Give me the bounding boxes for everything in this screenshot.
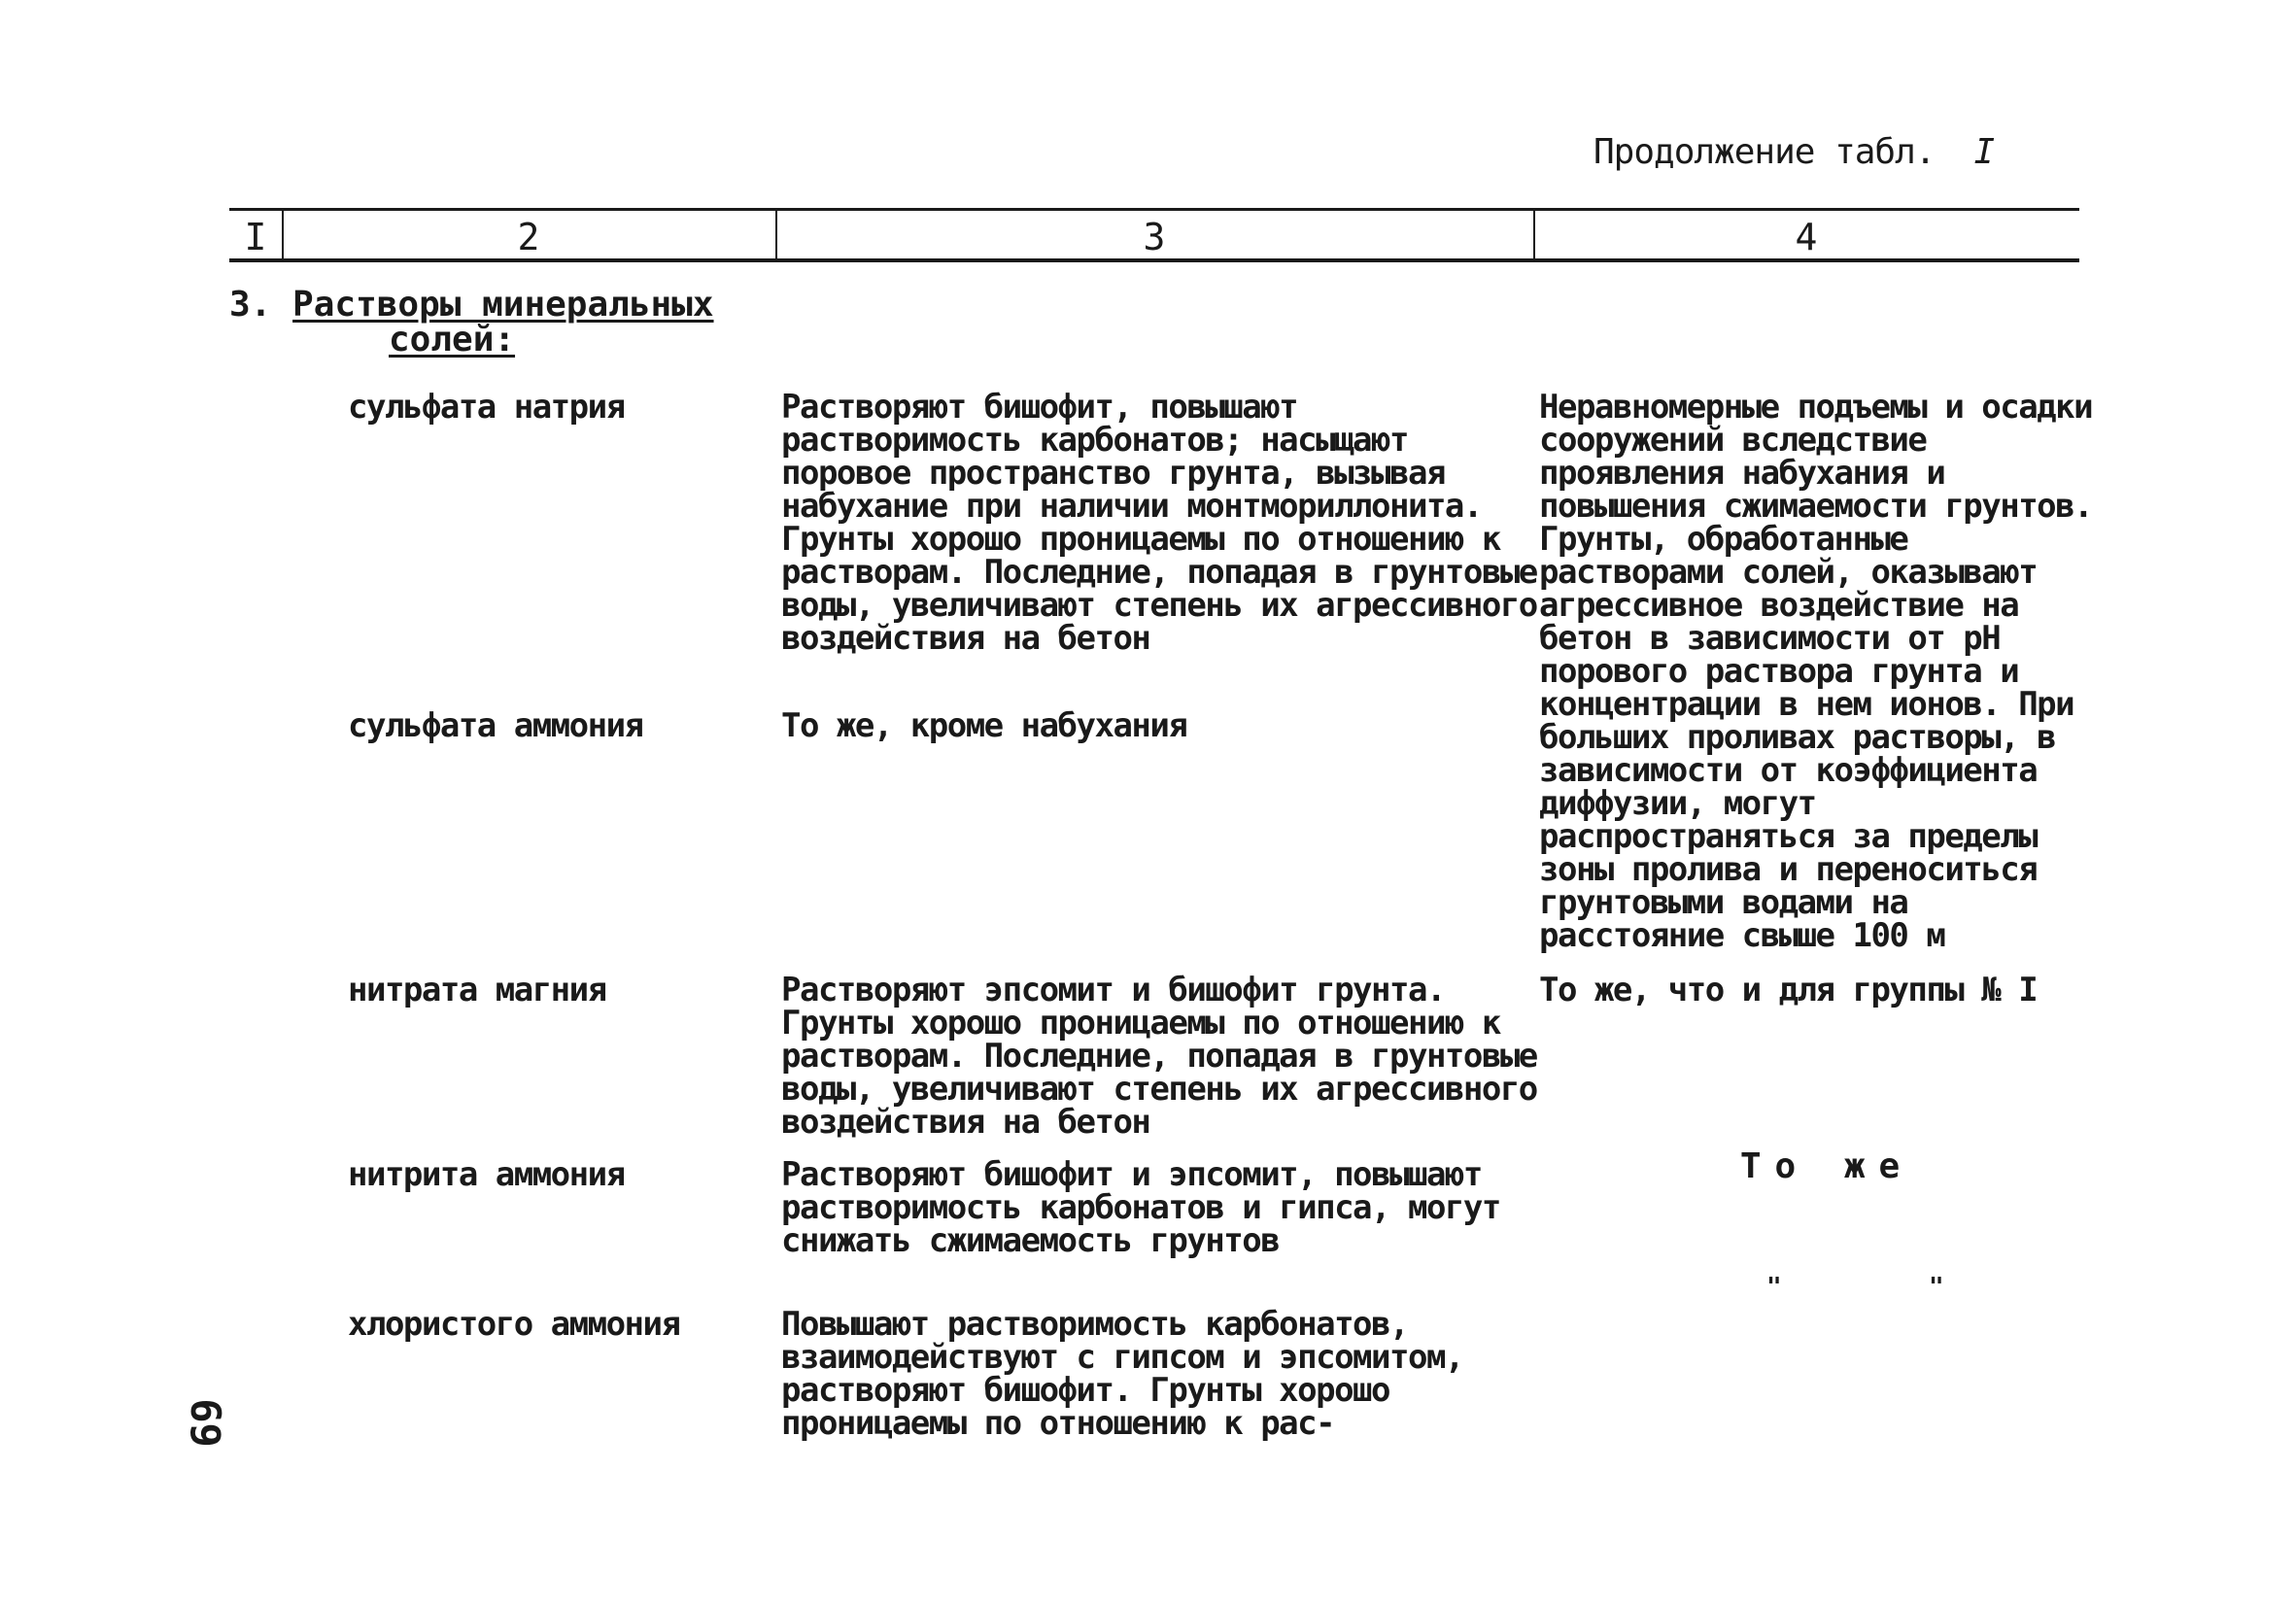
row-name-magnesium-nitrate: нитрата магния	[348, 971, 606, 1009]
table-continuation-label	[1593, 132, 1994, 172]
row-description-magnesium-nitrate: Растворяют эпсомит и бишофит грунта. Грунты хорошо проницаемы по отношению к растворам. Последние, попадая в грунтовые воды, увеличивают степень их агрессивного воздействия на бетон	[781, 971, 1537, 1142]
column-number-2: 2	[517, 216, 540, 258]
column-number-4: 4	[1795, 216, 1818, 258]
row-consequence-magnesium-nitrate: То же, что и для группы № I	[1539, 971, 2038, 1009]
page-number: 69	[181, 1398, 229, 1448]
column-number-3: 3	[1143, 216, 1166, 258]
table-header-bottom-rule	[229, 258, 2079, 262]
section-heading	[229, 285, 714, 359]
section-title-line1: Растворы минеральных	[292, 285, 714, 325]
row-name-ammonium-chloride: хлористого аммония	[348, 1305, 680, 1344]
row-name-sodium-sulfate: сульфата натрия	[348, 388, 625, 427]
row-description-ammonium-nitrite: Растворяют бишофит и эпсомит, повышают растворимость карбонатов и гипса, могут снижать сжимаемость грунтов	[781, 1155, 1500, 1260]
row-description-sodium-sulfate: Растворяют бишофит, повышают растворимость карбонатов; насыщают поровое пространство грунта, вызывая набухание при наличии монтмориллонита. Грунты хорошо проницаемы по отношению к растворам. Последние, попадая в грунтовые воды, увеличивают степень их агрессивного воздействия на бетон	[781, 388, 1537, 658]
row-name-ammonium-nitrite: нитрита аммония	[348, 1155, 625, 1194]
continuation-text: Продолжение табл.	[1593, 132, 1936, 172]
column-number-1: I	[244, 216, 267, 258]
section-number: 3.	[229, 285, 272, 325]
section-title-line2: солей:	[389, 320, 516, 359]
row-description-ammonium-sulfate: То же, кроме набухания	[781, 706, 1187, 745]
row-consequence-ammonium-chloride-ditto: " "	[1766, 1273, 1983, 1302]
consequence-sulfates: Неравномерные подъемы и осадки сооружений вследствие проявления набухания и повышения сжимаемости грунтов. Грунты, обработанные растворами солей, оказывают агрессивное воздействие на бетон в зависимости от pH порового раствора грунта и концентрации в нем ионов. При больших проливах растворы, в зависимости от коэффициента диффузии, могут распространяться за пределы зоны пролива и переноситься грунтовыми водами на расстояние свыше 100 м	[1539, 388, 2093, 955]
row-description-ammonium-chloride: Повышают растворимость карбонатов, взаимодействуют с гипсом и эпсомитом, растворяют бишофит. Грунты хорошо проницаемы по отношению к рас-	[781, 1305, 1463, 1443]
row-consequence-ammonium-nitrite: То же	[1739, 1146, 1914, 1186]
table-header-top-rule	[229, 208, 2079, 211]
row-name-ammonium-sulfate: сульфата аммония	[348, 706, 643, 745]
table-number: I	[1973, 132, 1995, 172]
